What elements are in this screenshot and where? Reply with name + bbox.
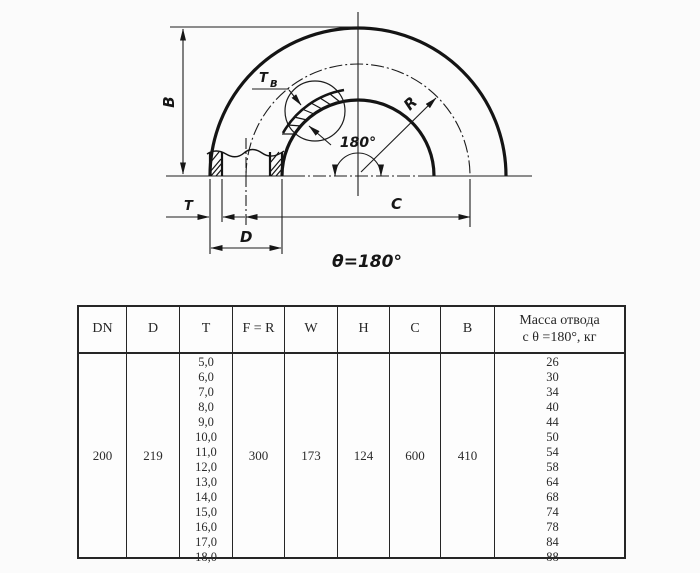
t-values-list bbox=[180, 354, 232, 566]
mass-value: 54 bbox=[546, 445, 559, 459]
t-value: 12,0 bbox=[195, 460, 217, 474]
cell-h: 124 bbox=[353, 447, 374, 463]
t-value: 8,0 bbox=[198, 400, 214, 414]
cell-w: 173 bbox=[301, 447, 321, 463]
mass-value: 64 bbox=[546, 475, 559, 489]
col-header-b: B bbox=[441, 307, 494, 354]
tb-counter-arrow bbox=[309, 126, 331, 145]
col-header-t: T bbox=[180, 307, 232, 354]
t-value: 13,0 bbox=[195, 475, 217, 489]
mass-values-list bbox=[495, 354, 624, 566]
col-header-d: D bbox=[127, 307, 179, 354]
col-header-mass bbox=[495, 307, 624, 354]
col-header-w: W bbox=[285, 307, 337, 354]
column-d bbox=[127, 307, 180, 557]
tb-leader-arrow bbox=[289, 90, 301, 105]
column-c bbox=[390, 307, 441, 557]
cell-dn: 200 bbox=[92, 447, 113, 463]
col-header-h: H bbox=[338, 307, 389, 354]
mass-value: 78 bbox=[546, 520, 559, 534]
column-mass bbox=[495, 307, 624, 564]
d-label: D bbox=[240, 228, 253, 246]
column-b bbox=[441, 307, 495, 557]
t-value: 14,0 bbox=[195, 490, 217, 504]
t-value: 17,0 bbox=[195, 535, 217, 549]
mass-header-line2: с θ =180°, кг bbox=[522, 329, 597, 345]
mass-value: 68 bbox=[546, 490, 559, 504]
t-value: 5,0 bbox=[198, 355, 214, 369]
theta-caption: θ=180° bbox=[332, 252, 402, 272]
mass-value: 34 bbox=[546, 385, 559, 399]
cell-b: 410 bbox=[457, 447, 478, 463]
t-value: 10,0 bbox=[195, 430, 217, 444]
tb-detail bbox=[252, 71, 345, 145]
mass-value: 50 bbox=[546, 430, 559, 444]
col-header-dn: DN bbox=[79, 307, 126, 354]
mass-value: 88 bbox=[546, 550, 559, 564]
mass-value: 30 bbox=[546, 370, 559, 384]
t-value: 16,0 bbox=[195, 520, 217, 534]
cell-c: 600 bbox=[405, 447, 425, 463]
column-w bbox=[285, 307, 338, 557]
angle-label: 180° bbox=[339, 135, 377, 151]
mass-value: 26 bbox=[546, 355, 559, 369]
t-value: 9,0 bbox=[198, 415, 214, 429]
column-dn bbox=[79, 307, 127, 557]
col-header-c: C bbox=[390, 307, 440, 354]
spec-table bbox=[77, 305, 626, 564]
column-t bbox=[180, 307, 233, 564]
dimension-t bbox=[166, 179, 245, 222]
mass-value: 40 bbox=[546, 400, 559, 414]
tb-label: T bbox=[259, 71, 268, 86]
mass-value: 58 bbox=[546, 460, 559, 474]
cell-d: 219 bbox=[143, 447, 163, 463]
c-label: C bbox=[391, 195, 403, 213]
t-value: 11,0 bbox=[195, 445, 217, 459]
mass-header-line1: Масса отвода bbox=[519, 312, 600, 328]
dimension-r bbox=[361, 93, 436, 172]
mass-value: 74 bbox=[546, 505, 559, 519]
detail-bubble bbox=[285, 81, 345, 141]
t-value: 6,0 bbox=[198, 370, 214, 384]
mass-value: 44 bbox=[546, 415, 559, 429]
mass-value: 84 bbox=[546, 535, 559, 549]
col-header-fr: F = R bbox=[233, 307, 284, 354]
r-label: R bbox=[400, 93, 421, 114]
t-value: 18,0 bbox=[195, 550, 217, 564]
t-label: T bbox=[184, 199, 193, 214]
column-fr bbox=[233, 307, 285, 557]
t-value: 7,0 bbox=[198, 385, 214, 399]
bore-wall-arc bbox=[283, 90, 344, 133]
column-h bbox=[338, 307, 390, 557]
b-label: B bbox=[160, 96, 178, 108]
cell-fr: 300 bbox=[248, 447, 269, 463]
t-value: 15,0 bbox=[195, 505, 217, 519]
tb-label-sub: B bbox=[270, 79, 278, 90]
